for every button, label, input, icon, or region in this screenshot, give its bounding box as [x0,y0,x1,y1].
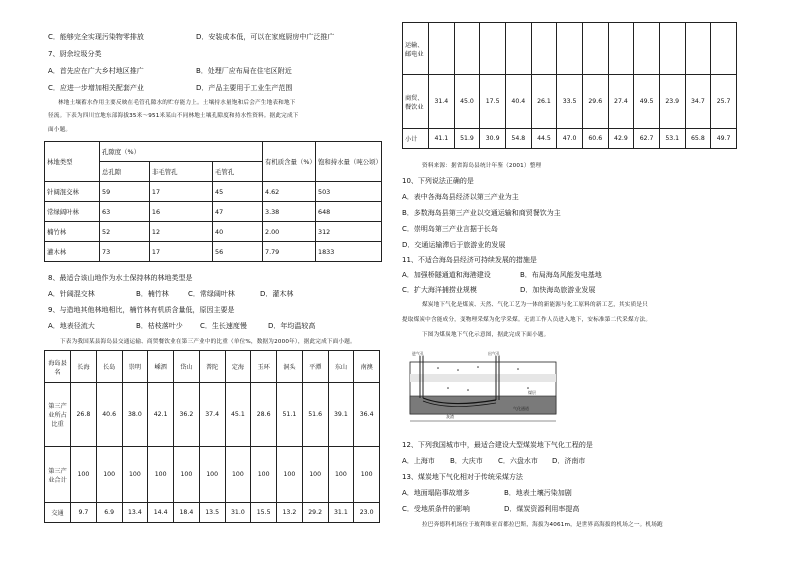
cell [608,23,634,75]
cell: 15.5 [251,503,277,523]
cell: 53.1 [659,129,685,149]
table-row [45,182,382,202]
cell: 100 [251,447,277,503]
table-row [45,202,382,222]
q7-option-b: B．处理厂应布局在住宅区附近 [196,67,292,75]
option-d-line: D．安装成本低，可以在家庭厨房中广泛推广 [196,33,335,41]
cell [557,23,583,75]
tail-paragraph: 拉巴奔德科机场位于玻利维亚首都拉巴斯，海拔为4061m，是世界高海拔的机场之一。机场跑 [422,522,663,528]
q13-option-a: A．地面塌陷事故增多 [402,489,470,497]
cell [531,23,557,75]
cell: 26.1 [531,75,557,129]
q13-option-c: C．受地质条件的影响 [402,505,470,513]
coal-gasification-diagram [408,348,558,430]
cell-name: 针阔混交林 [45,182,100,202]
island-name: 东山 [328,351,354,383]
label-zone: 气化通道 [513,406,529,411]
island-name: 洞头 [277,351,303,383]
intro3-line-1: 煤炭地下气化是煤炭、天然、气化工艺为一体的新能源与化工原料的新工艺，其实质是只 [422,302,648,308]
q11-option-c: C．扩大海洋捕捞业规模 [402,286,477,294]
q10-option-c: C．崇明岛第三产业言据于长岛 [402,225,498,233]
cell-noncap: 17 [149,182,212,202]
island-name: 南澳 [354,351,380,383]
row-label: 交通 [45,503,71,523]
cell: 39.1 [328,383,354,447]
cell: 33.5 [557,75,583,129]
q8-option-c: C．常绿阔叶林 [188,290,235,298]
cell: 42.1 [148,383,174,447]
cell-name: 常绿阔叶林 [45,202,100,222]
cell: 44.5 [531,129,557,149]
cell: 100 [174,447,200,503]
question-7: 7、厨余垃圾分类 [48,50,102,58]
island-name: 定海 [225,351,251,383]
header-water: 饱和持水量（吨公顷） [316,142,382,182]
cell [480,23,506,75]
cell: 40.6 [96,383,122,447]
cell [711,23,737,75]
cell: 41.1 [429,129,455,149]
header-organic: 有机质含量（%） [263,142,316,182]
q8-option-b: B．楠竹林 [136,290,169,298]
table-row [403,23,737,75]
question-9: 9、与造地其他林地相比，楠竹林有机质含量低，原因主要是 [48,306,235,314]
cell: 36.4 [354,383,380,447]
cell: 100 [302,447,328,503]
q7-option-a: A．首先应在广大乡村地区推广 [48,67,144,75]
cell: 9.7 [71,503,97,523]
cell: 38.0 [122,383,148,447]
cell: 100 [148,447,174,503]
cell-total: 63 [100,202,150,222]
right-column [402,0,754,562]
q9-option-c: C．生长速度慢 [200,322,247,330]
cell: 49.5 [634,75,660,129]
cell: 47.0 [557,129,583,149]
cell [685,23,711,75]
cell: 34.7 [685,75,711,129]
cell: 62.7 [634,129,660,149]
cell: 65.8 [685,129,711,149]
q11-option-b: B．布局海岛风能发电基地 [520,271,602,279]
cell: 100 [225,447,251,503]
row-label: 商贸、餐饮业 [403,75,429,129]
cell: 36.2 [174,383,200,447]
cell: 25.7 [711,75,737,129]
cell-organic: 4.62 [263,182,316,202]
label-ash: 灰渣 [446,414,454,419]
q8-option-d: D．灌木林 [260,290,294,298]
table-row [45,503,380,523]
table-row [45,447,380,503]
q7-option-d: D．产品主要用于工业生产范围 [196,84,293,92]
cell-water: 1833 [316,242,382,262]
table-row [403,75,737,129]
cell: 13.4 [122,503,148,523]
cell: 51.9 [454,129,480,149]
cell-organic: 2.00 [263,222,316,242]
q10-option-d: D．交通运输滞后于旅游业的发展 [402,241,506,249]
q12-option-a: A．上海市 [402,457,435,465]
cell: 100 [199,447,225,503]
table-source: 资料来源：据省海岛县统计年鉴（2001）整理 [422,163,542,169]
table-row [45,222,382,242]
cell: 29.2 [302,503,328,523]
question-12: 12、下列我国城市中，最适合建设大型煤炭地下气化工程的是 [402,441,593,449]
header-island: 海岛县名 [45,351,71,383]
cell-noncap: 16 [149,202,212,222]
row-label: 第三产业合计 [45,447,71,503]
cell-water: 648 [316,202,382,222]
q9-option-d: D．年均温较高 [268,322,316,330]
island-name: 崇明 [122,351,148,383]
cell [634,23,660,75]
cell: 100 [328,447,354,503]
island-name: 岱山 [174,351,200,383]
table-row [403,129,737,149]
q10-option-b: B．多数海岛县第三产业以交通运输和商贸餐饮为主 [402,209,561,217]
cell: 27.4 [608,75,634,129]
island-name: 长岛 [96,351,122,383]
cell-total: 59 [100,182,150,202]
cell: 18.4 [174,503,200,523]
cell: 6.9 [96,503,122,523]
q13-option-b: B．地表土壤污染加剧 [504,489,572,497]
cell: 49.7 [711,129,737,149]
q9-option-b: B．枯枝落叶少 [136,322,183,330]
cell: 54.8 [505,129,531,149]
q13-option-d: D．煤炭资源利用率提高 [504,505,580,513]
cell-name: 楠竹林 [45,222,100,242]
intro3-line-3: 下图为煤炭地下气化示意图，据此完成下面小题。 [422,332,550,338]
cell-cap: 47 [213,202,263,222]
island-name: 玉环 [251,351,277,383]
q9-option-a: A．地表径流大 [48,322,95,330]
header-porosity: 孔隙度（%） [100,142,263,162]
cell-organic: 7.79 [263,242,316,262]
cell: 100 [277,447,303,503]
question-11: 11、不适合海岛县经济可持续发展的措施是 [402,256,537,264]
label-coal: 煤层 [528,390,536,395]
cell: 17.5 [480,75,506,129]
left-column [40,0,392,562]
cell-cap: 40 [213,222,263,242]
cell-cap: 45 [213,182,263,202]
intro2: 下表为我国某县海岛县交通运输、商贸餐饮业在第三产业中的比重（单位%，数据为2000年），据此完成下面小题。 [60,339,356,345]
cell: 31.4 [429,75,455,129]
cell-water: 312 [316,222,382,242]
cell: 40.4 [505,75,531,129]
island-name: 普陀 [199,351,225,383]
q11-option-a: A．加强桥隧通道和海港建设 [402,271,491,279]
cell: 100 [71,447,97,503]
row-label: 小计 [403,129,429,149]
cell: 26.8 [71,383,97,447]
cell [429,23,455,75]
intro-line-2: 径流。下表为四川宜地东部海拔35米～951米某山不同林地土壤孔隙度和持水性资料。据此完成下 [48,113,299,119]
island-table-continued [402,22,737,149]
option-c-line: C．能够完全实现污染物零排放 [48,33,144,41]
cell: 100 [122,447,148,503]
cell: 14.4 [148,503,174,523]
sub-noncap: 非毛管孔 [149,162,212,182]
cell-name: 灌木林 [45,242,100,262]
cell-total: 73 [100,242,150,262]
cell: 51.1 [277,383,303,447]
cell: 30.9 [480,129,506,149]
cell: 13.5 [199,503,225,523]
row-label: 运输、邮电业 [403,23,429,75]
cell: 60.6 [582,129,608,149]
cell: 13.2 [277,503,303,523]
cell-noncap: 12 [149,222,212,242]
q12-option-d: D．济南市 [552,457,586,465]
cell: 28.6 [251,383,277,447]
cell: 23.0 [354,503,380,523]
table-row [45,383,380,447]
table-row [45,242,382,262]
cell-cap: 56 [213,242,263,262]
cell: 31.0 [225,503,251,523]
q11-option-d: D．加快海岛旅游业发展 [520,286,596,294]
soil-table [44,141,382,262]
cell-noncap: 17 [149,242,212,262]
label-in-gas: 进气孔 [412,351,424,356]
island-name: 嵊泗 [148,351,174,383]
cell: 100 [96,447,122,503]
cell: 45.1 [225,383,251,447]
cell-organic: 3.38 [263,202,316,222]
question-10: 10、下列说法正确的是 [402,177,474,185]
cell: 37.4 [199,383,225,447]
q7-option-c: C．应进一步增加相关配套产业 [48,84,144,92]
island-table [44,350,380,523]
label-out-gas: 出气孔 [488,351,500,356]
cell-water: 503 [316,182,382,202]
q12-option-b: B．大庆市 [450,457,483,465]
cell: 42.9 [608,129,634,149]
sub-total: 总孔隙 [100,162,150,182]
cell: 31.1 [328,503,354,523]
cell: 100 [354,447,380,503]
cell-total: 52 [100,222,150,242]
q12-option-c: C．六盘水市 [498,457,538,465]
header-forest: 林地类型 [45,142,100,182]
question-8: 8、最适合该山地作为水土保持林的林地类型是 [48,274,193,282]
cell: 51.6 [302,383,328,447]
question-13: 13、煤炭地下气化相对于传统采煤方法 [402,473,523,481]
cell: 45.0 [454,75,480,129]
cell [505,23,531,75]
island-name: 长海 [71,351,97,383]
row-label: 第三产业所占比重 [45,383,71,447]
sub-cap: 毛管孔 [213,162,263,182]
q10-option-a: A．表中各海岛县经济以第三产业为主 [402,193,519,201]
cell: 29.6 [582,75,608,129]
q8-option-a: A．针阔混交林 [48,290,95,298]
cell: 23.9 [659,75,685,129]
cell [582,23,608,75]
cell [659,23,685,75]
cell [454,23,480,75]
island-name: 平潭 [302,351,328,383]
intro-line-1: 林地土壤蓄水作用主要反映在毛管孔隙水的贮存能力上。土壤持水量饱和后会产生地表和地下 [58,100,296,106]
intro3-line-2: 提取煤炭中含能成分，变物理采煤为化学采煤。无需工作人员进入地下，安标准第二代采煤方法。 [402,317,652,323]
intro-line-3: 面小题。 [48,127,72,133]
